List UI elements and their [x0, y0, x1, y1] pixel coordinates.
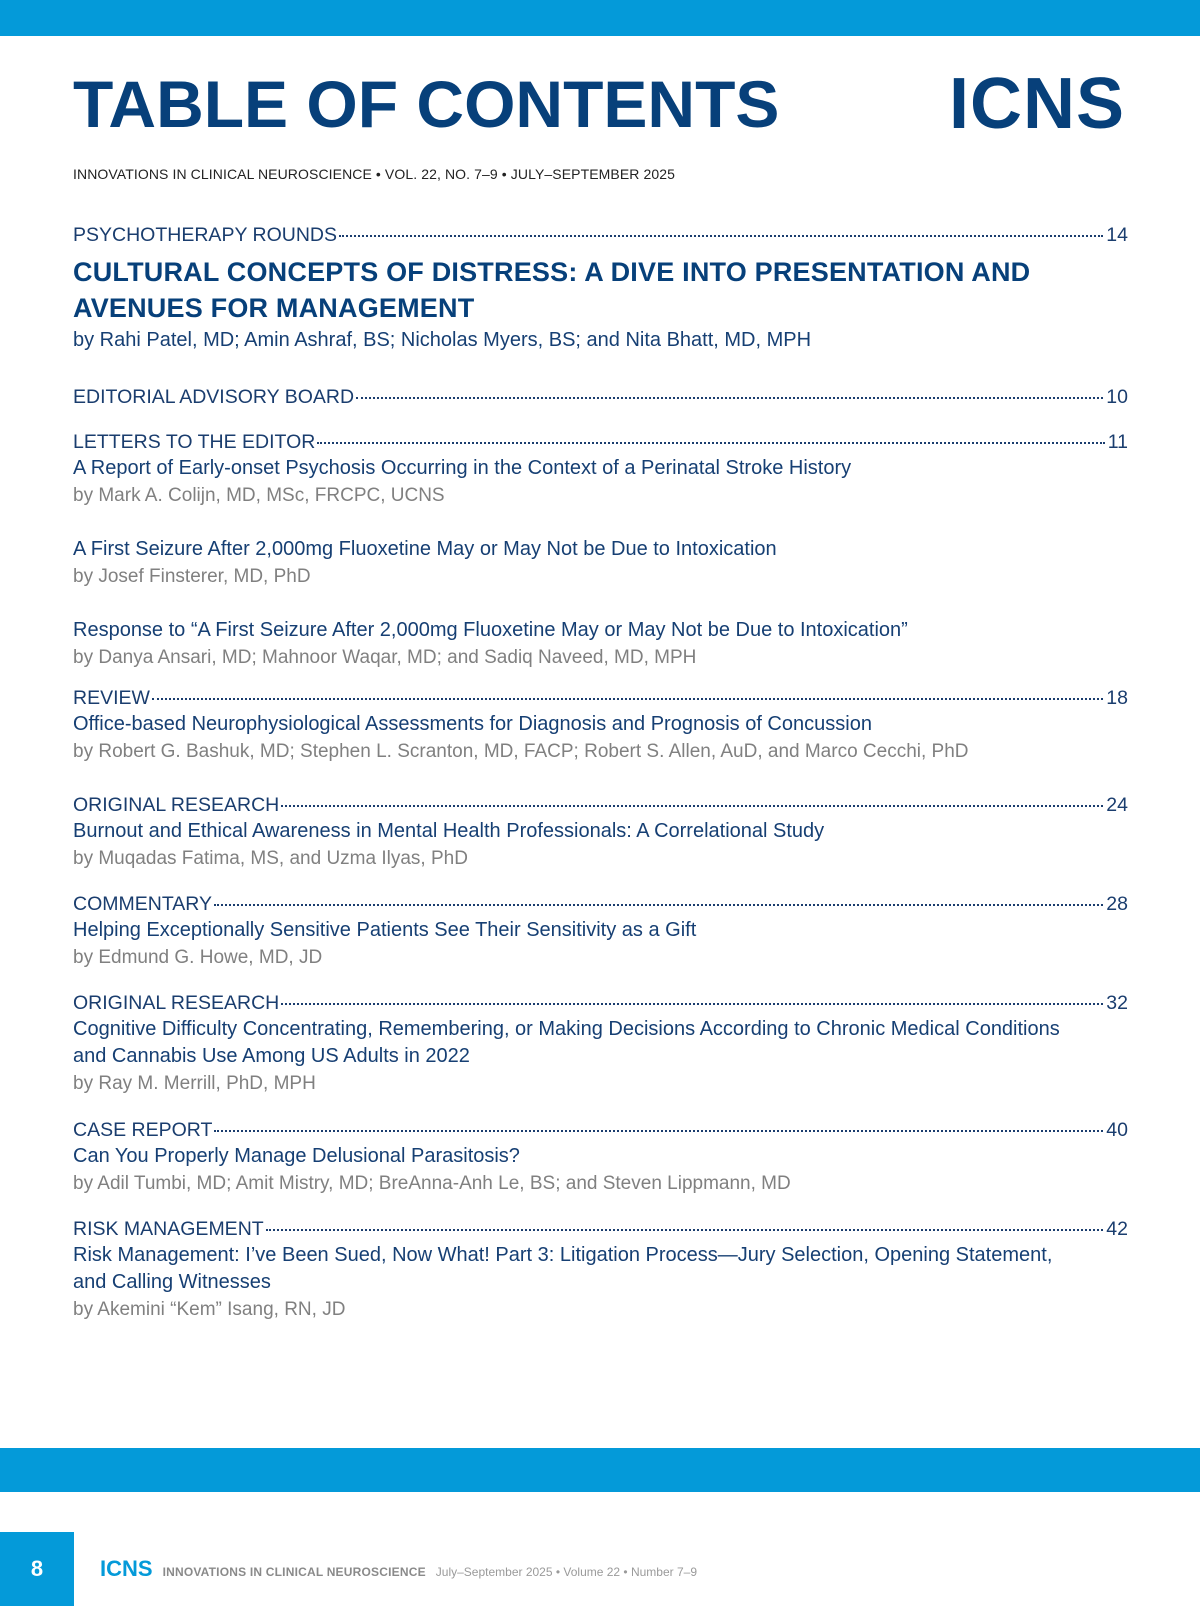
- section-row[interactable]: [73, 990, 1128, 1016]
- toc-entry-original-research: [73, 792, 1128, 891]
- section-row[interactable]: [73, 792, 1128, 818]
- section-name: LETTERS TO THE EDITOR: [73, 431, 316, 453]
- article-authors: by Akemini “Kem” Isang, RN, JD: [73, 1299, 346, 1320]
- article-authors: by Rahi Patel, MD; Amin Ashraf, BS; Nicholas Myers, BS; and Nita Bhatt, MD, MPH: [73, 329, 812, 351]
- section-name: ORIGINAL RESEARCH: [73, 992, 280, 1014]
- toc-entry-editorial: [73, 384, 1128, 429]
- article-title[interactable]: [73, 1242, 1128, 1296]
- letter-article: [73, 536, 1128, 617]
- article-title[interactable]: A First Seizure After 2,000mg Fluoxetine May or May Not be Due to Intoxication: [73, 538, 777, 560]
- title-line: and Cannabis Use Among US Adults in 2022: [73, 1045, 470, 1067]
- section-row[interactable]: [73, 891, 1128, 917]
- page-number: 40: [1106, 1119, 1128, 1141]
- page-number: 24: [1106, 794, 1128, 816]
- folio-page-number: 8: [0, 1532, 74, 1606]
- toc-entry-case-report: [73, 1117, 1128, 1216]
- article-authors: by Ray M. Merrill, PhD, MPH: [73, 1073, 316, 1094]
- toc-entry-commentary: [73, 891, 1128, 990]
- page-title: TABLE OF CONTENTS: [73, 67, 780, 141]
- dot-leader: [339, 235, 1103, 237]
- toc-entry-psychotherapy: [73, 222, 1128, 384]
- page-number: 11: [1107, 431, 1128, 453]
- dot-leader: [214, 1130, 1103, 1132]
- dot-leader: [317, 442, 1104, 444]
- article-authors: by Josef Finsterer, MD, PhD: [73, 566, 311, 587]
- toc-entry-risk-management: [73, 1216, 1128, 1323]
- title-line: Cognitive Difficulty Concentrating, Remembering, or Making Decisions According to Chronic Medical Conditions: [73, 1018, 1060, 1040]
- toc-list: [73, 222, 1128, 1323]
- section-name: COMMENTARY: [73, 893, 213, 915]
- footer-journal-name: INNOVATIONS IN CLINICAL NEUROSCIENCE: [162, 1565, 426, 1579]
- page-number: 32: [1106, 992, 1128, 1014]
- dot-leader: [214, 904, 1103, 906]
- toc-entry-letters: [73, 429, 1128, 685]
- bottom-color-bar: [0, 1448, 1200, 1492]
- page-number: 28: [1106, 893, 1128, 915]
- title-line: and Calling Witnesses: [73, 1271, 271, 1293]
- article-authors: by Mark A. Colijn, MD, MSc, FRCPC, UCNS: [73, 485, 445, 506]
- page-number: 18: [1106, 687, 1128, 709]
- section-name: EDITORIAL ADVISORY BOARD: [73, 386, 355, 408]
- footer-logo: ICNS: [100, 1556, 153, 1581]
- featured-article-title[interactable]: [73, 254, 1128, 326]
- top-color-bar: [0, 0, 1200, 36]
- article-title[interactable]: Helping Exceptionally Sensitive Patients See Their Sensitivity as a Gift: [73, 919, 697, 941]
- dot-leader: [281, 1003, 1103, 1005]
- section-name: PSYCHOTHERAPY ROUNDS: [73, 224, 338, 246]
- running-footer: [100, 1556, 697, 1582]
- section-name: ORIGINAL RESEARCH: [73, 794, 280, 816]
- article-title[interactable]: Burnout and Ethical Awareness in Mental Health Professionals: A Correlational Study: [73, 820, 825, 842]
- section-name: RISK MANAGEMENT: [73, 1218, 264, 1240]
- article-title[interactable]: Response to “A First Seizure After 2,000mg Fluoxetine May or May Not be Due to Intoxication”: [73, 619, 908, 641]
- dot-leader: [266, 1229, 1104, 1231]
- page-number: 14: [1106, 224, 1128, 246]
- title-line: CULTURAL CONCEPTS OF DISTRESS: A DIVE INTO PRESENTATION AND: [73, 257, 1031, 287]
- article-title[interactable]: Can You Properly Manage Delusional Parasitosis?: [73, 1145, 520, 1167]
- issue-subtitle: INNOVATIONS IN CLINICAL NEUROSCIENCE • VOL. 22, NO. 7–9 • JULY–SEPTEMBER 2025: [73, 166, 676, 182]
- page-number: 10: [1106, 386, 1128, 408]
- dot-leader: [356, 397, 1103, 399]
- article-authors: by Robert G. Bashuk, MD; Stephen L. Scranton, MD, FACP; Robert S. Allen, AuD, and Marco Cecchi, PhD: [73, 741, 969, 762]
- section-row[interactable]: [73, 1117, 1128, 1143]
- section-row[interactable]: [73, 1216, 1128, 1242]
- title-line: AVENUES FOR MANAGEMENT: [73, 293, 475, 323]
- section-name: CASE REPORT: [73, 1119, 213, 1141]
- section-name: REVIEW: [73, 687, 150, 709]
- section-row[interactable]: [73, 384, 1128, 410]
- article-title[interactable]: A Report of Early-onset Psychosis Occurring in the Context of a Perinatal Stroke History: [73, 457, 852, 479]
- article-title[interactable]: [73, 1016, 1128, 1070]
- article-authors: by Adil Tumbi, MD; Amit Mistry, MD; BreAnna-Anh Le, BS; and Steven Lippmann, MD: [73, 1173, 791, 1194]
- page-number: 42: [1106, 1218, 1128, 1240]
- section-row[interactable]: [73, 222, 1128, 248]
- section-row[interactable]: [73, 685, 1128, 711]
- toc-entry-review: [73, 685, 1128, 792]
- article-authors: by Edmund G. Howe, MD, JD: [73, 947, 323, 968]
- section-row[interactable]: [73, 429, 1128, 455]
- journal-logo: ICNS: [948, 64, 1125, 144]
- article-authors: by Danya Ansari, MD; Mahnoor Waqar, MD; and Sadiq Naveed, MD, MPH: [73, 647, 697, 668]
- dot-leader: [281, 805, 1103, 807]
- dot-leader: [152, 698, 1103, 700]
- article-title[interactable]: Office-based Neurophysiological Assessments for Diagnosis and Prognosis of Concussion: [73, 713, 872, 735]
- footer-issue-info: July–September 2025 • Volume 22 • Number 7–9: [435, 1565, 698, 1579]
- letter-article: [73, 455, 1128, 536]
- article-authors: by Muqadas Fatima, MS, and Uzma Ilyas, PhD: [73, 848, 468, 869]
- letter-article: [73, 617, 1128, 671]
- toc-entry-original-research: [73, 990, 1128, 1117]
- title-line: Risk Management: I’ve Been Sued, Now What! Part 3: Litigation Process—Jury Selection, Opening Statement,: [73, 1244, 1053, 1266]
